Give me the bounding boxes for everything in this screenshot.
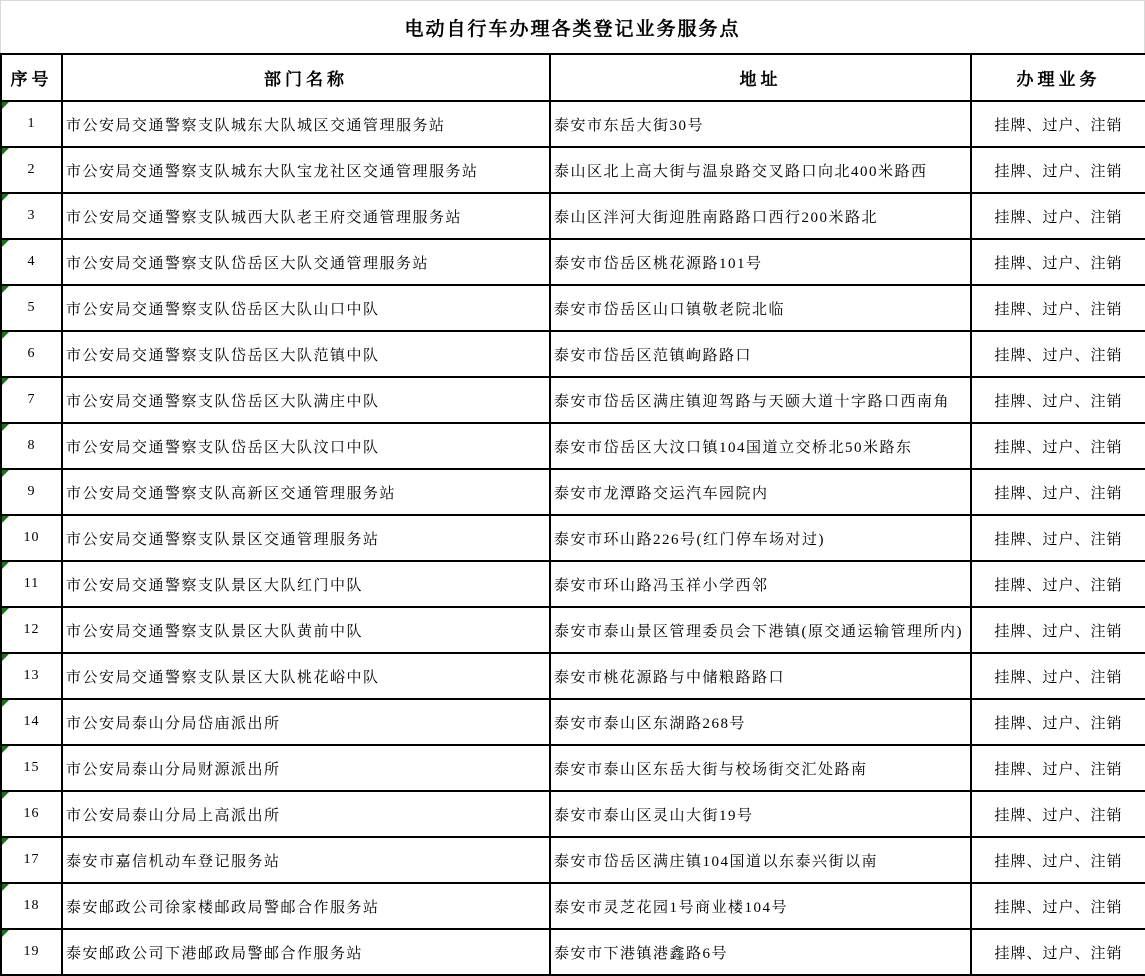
header-department[interactable]: 部门名称 [62,54,550,101]
department-cell[interactable]: 市公安局泰山分局财源派出所 [62,745,550,791]
address-cell[interactable]: 泰安市岱岳区大汶口镇104国道立交桥北50米路东 [550,423,971,469]
services-cell[interactable]: 挂牌、过户、注销 [971,331,1145,377]
row-number-cell[interactable]: 14 [1,699,62,745]
services-cell[interactable]: 挂牌、过户、注销 [971,745,1145,791]
table-row [1,699,1145,745]
address-cell[interactable]: 泰安市泰山区东湖路268号 [550,699,971,745]
cell-error-indicator-icon [2,102,9,109]
address-cell[interactable]: 泰安市岱岳区范镇峋路路口 [550,331,971,377]
table-row [1,515,1145,561]
table-row [1,239,1145,285]
services-cell[interactable]: 挂牌、过户、注销 [971,929,1145,975]
cell-error-indicator-icon [2,562,9,569]
cell-error-indicator-icon [2,700,9,707]
row-number-cell[interactable]: 10 [1,515,62,561]
services-cell[interactable]: 挂牌、过户、注销 [971,883,1145,929]
row-number-cell[interactable]: 18 [1,883,62,929]
services-cell[interactable]: 挂牌、过户、注销 [971,791,1145,837]
address-cell[interactable]: 泰安市东岳大街30号 [550,101,971,147]
address-cell[interactable]: 泰山区泮河大街迎胜南路路口西行200米路北 [550,193,971,239]
department-cell[interactable]: 市公安局交通警察支队景区大队桃花峪中队 [62,653,550,699]
address-cell[interactable]: 泰安市岱岳区山口镇敬老院北临 [550,285,971,331]
cell-error-indicator-icon [2,838,9,845]
address-cell[interactable]: 泰安市龙潭路交运汽车园院内 [550,469,971,515]
services-cell[interactable]: 挂牌、过户、注销 [971,469,1145,515]
address-cell[interactable]: 泰安市岱岳区满庄镇104国道以东泰兴街以南 [550,837,971,883]
row-number-cell[interactable]: 1 [1,101,62,147]
table-body [1,101,1145,975]
address-cell[interactable]: 泰山区北上高大街与温泉路交叉路口向北400米路西 [550,147,971,193]
department-cell[interactable]: 市公安局交通警察支队岱岳区大队满庄中队 [62,377,550,423]
row-number-cell[interactable]: 6 [1,331,62,377]
table-row [1,147,1145,193]
department-cell[interactable]: 市公安局交通警察支队岱岳区大队交通管理服务站 [62,239,550,285]
cell-error-indicator-icon [2,194,9,201]
address-cell[interactable]: 泰安市灵芝花园1号商业楼104号 [550,883,971,929]
department-cell[interactable]: 市公安局交通警察支队景区大队红门中队 [62,561,550,607]
row-number-cell[interactable]: 11 [1,561,62,607]
cell-error-indicator-icon [2,792,9,799]
table-row [1,883,1145,929]
department-cell[interactable]: 市公安局交通警察支队岱岳区大队山口中队 [62,285,550,331]
row-number-cell[interactable]: 16 [1,791,62,837]
address-cell[interactable]: 泰安市泰山区东岳大街与校场街交汇处路南 [550,745,971,791]
row-number-cell[interactable]: 15 [1,745,62,791]
address-cell[interactable]: 泰安市岱岳区满庄镇迎驾路与天颐大道十字路口西南角 [550,377,971,423]
department-cell[interactable]: 市公安局泰山分局上高派出所 [62,791,550,837]
department-cell[interactable]: 泰安邮政公司下港邮政局警邮合作服务站 [62,929,550,975]
services-cell[interactable]: 挂牌、过户、注销 [971,837,1145,883]
cell-error-indicator-icon [2,884,9,891]
department-cell[interactable]: 市公安局交通警察支队高新区交通管理服务站 [62,469,550,515]
header-address[interactable]: 地址 [550,54,971,101]
table-row [1,101,1145,147]
cell-error-indicator-icon [2,516,9,523]
row-number-cell[interactable]: 9 [1,469,62,515]
table-row [1,193,1145,239]
row-number-cell[interactable]: 2 [1,147,62,193]
table-row [1,469,1145,515]
services-cell[interactable]: 挂牌、过户、注销 [971,285,1145,331]
address-cell[interactable]: 泰安市下港镇港鑫路6号 [550,929,971,975]
services-cell[interactable]: 挂牌、过户、注销 [971,653,1145,699]
services-cell[interactable]: 挂牌、过户、注销 [971,239,1145,285]
cell-error-indicator-icon [2,654,9,661]
row-number-cell[interactable]: 7 [1,377,62,423]
service-points-table [0,53,1145,976]
table-row [1,377,1145,423]
cell-error-indicator-icon [2,608,9,615]
table-row [1,653,1145,699]
department-cell[interactable]: 泰安市嘉信机动车登记服务站 [62,837,550,883]
services-cell[interactable]: 挂牌、过户、注销 [971,699,1145,745]
table-row [1,791,1145,837]
address-cell[interactable]: 泰安市泰山区灵山大街19号 [550,791,971,837]
table-row [1,561,1145,607]
row-number-cell[interactable]: 17 [1,837,62,883]
address-cell[interactable]: 泰安市环山路226号(红门停车场对过) [550,515,971,561]
services-cell[interactable]: 挂牌、过户、注销 [971,607,1145,653]
department-cell[interactable]: 市公安局交通警察支队城东大队宝龙社区交通管理服务站 [62,147,550,193]
department-cell[interactable]: 市公安局交通警察支队岱岳区大队汶口中队 [62,423,550,469]
header-row [1,54,1145,101]
cell-error-indicator-icon [2,424,9,431]
department-cell[interactable]: 市公安局泰山分局岱庙派出所 [62,699,550,745]
cell-error-indicator-icon [2,470,9,477]
address-cell[interactable]: 泰安市桃花源路与中储粮路路口 [550,653,971,699]
header-serial[interactable]: 序号 [1,54,62,101]
row-number-cell[interactable]: 8 [1,423,62,469]
table-row [1,929,1145,975]
address-cell[interactable]: 泰安市泰山景区管理委员会下港镇(原交通运输管理所内) [550,607,971,653]
table-row [1,607,1145,653]
row-number-cell[interactable]: 12 [1,607,62,653]
table-row [1,423,1145,469]
table-row [1,331,1145,377]
row-number-cell[interactable]: 5 [1,285,62,331]
department-cell[interactable]: 市公安局交通警察支队城西大队老王府交通管理服务站 [62,193,550,239]
department-cell[interactable]: 泰安邮政公司徐家楼邮政局警邮合作服务站 [62,883,550,929]
table-row [1,285,1145,331]
services-cell[interactable]: 挂牌、过户、注销 [971,147,1145,193]
address-cell[interactable]: 泰安市岱岳区桃花源路101号 [550,239,971,285]
cell-error-indicator-icon [2,286,9,293]
services-cell[interactable]: 挂牌、过户、注销 [971,377,1145,423]
table-row [1,745,1145,791]
table-title: 电动自行车办理各类登记业务服务点 [0,0,1145,53]
address-cell[interactable]: 泰安市环山路冯玉祥小学西邻 [550,561,971,607]
row-number-cell[interactable]: 19 [1,929,62,975]
row-number-cell[interactable]: 13 [1,653,62,699]
cell-error-indicator-icon [2,930,9,937]
services-cell[interactable]: 挂牌、过户、注销 [971,515,1145,561]
table-row [1,837,1145,883]
header-services[interactable]: 办理业务 [971,54,1145,101]
department-cell[interactable]: 市公安局交通警察支队景区交通管理服务站 [62,515,550,561]
cell-error-indicator-icon [2,148,9,155]
cell-error-indicator-icon [2,332,9,339]
cell-error-indicator-icon [2,746,9,753]
department-cell[interactable]: 市公安局交通警察支队岱岳区大队范镇中队 [62,331,550,377]
cell-error-indicator-icon [2,378,9,385]
cell-error-indicator-icon [2,240,9,247]
services-cell[interactable]: 挂牌、过户、注销 [971,101,1145,147]
row-number-cell[interactable]: 4 [1,239,62,285]
department-cell[interactable]: 市公安局交通警察支队景区大队黄前中队 [62,607,550,653]
row-number-cell[interactable]: 3 [1,193,62,239]
services-cell[interactable]: 挂牌、过户、注销 [971,561,1145,607]
services-cell[interactable]: 挂牌、过户、注销 [971,423,1145,469]
services-cell[interactable]: 挂牌、过户、注销 [971,193,1145,239]
department-cell[interactable]: 市公安局交通警察支队城东大队城区交通管理服务站 [62,101,550,147]
